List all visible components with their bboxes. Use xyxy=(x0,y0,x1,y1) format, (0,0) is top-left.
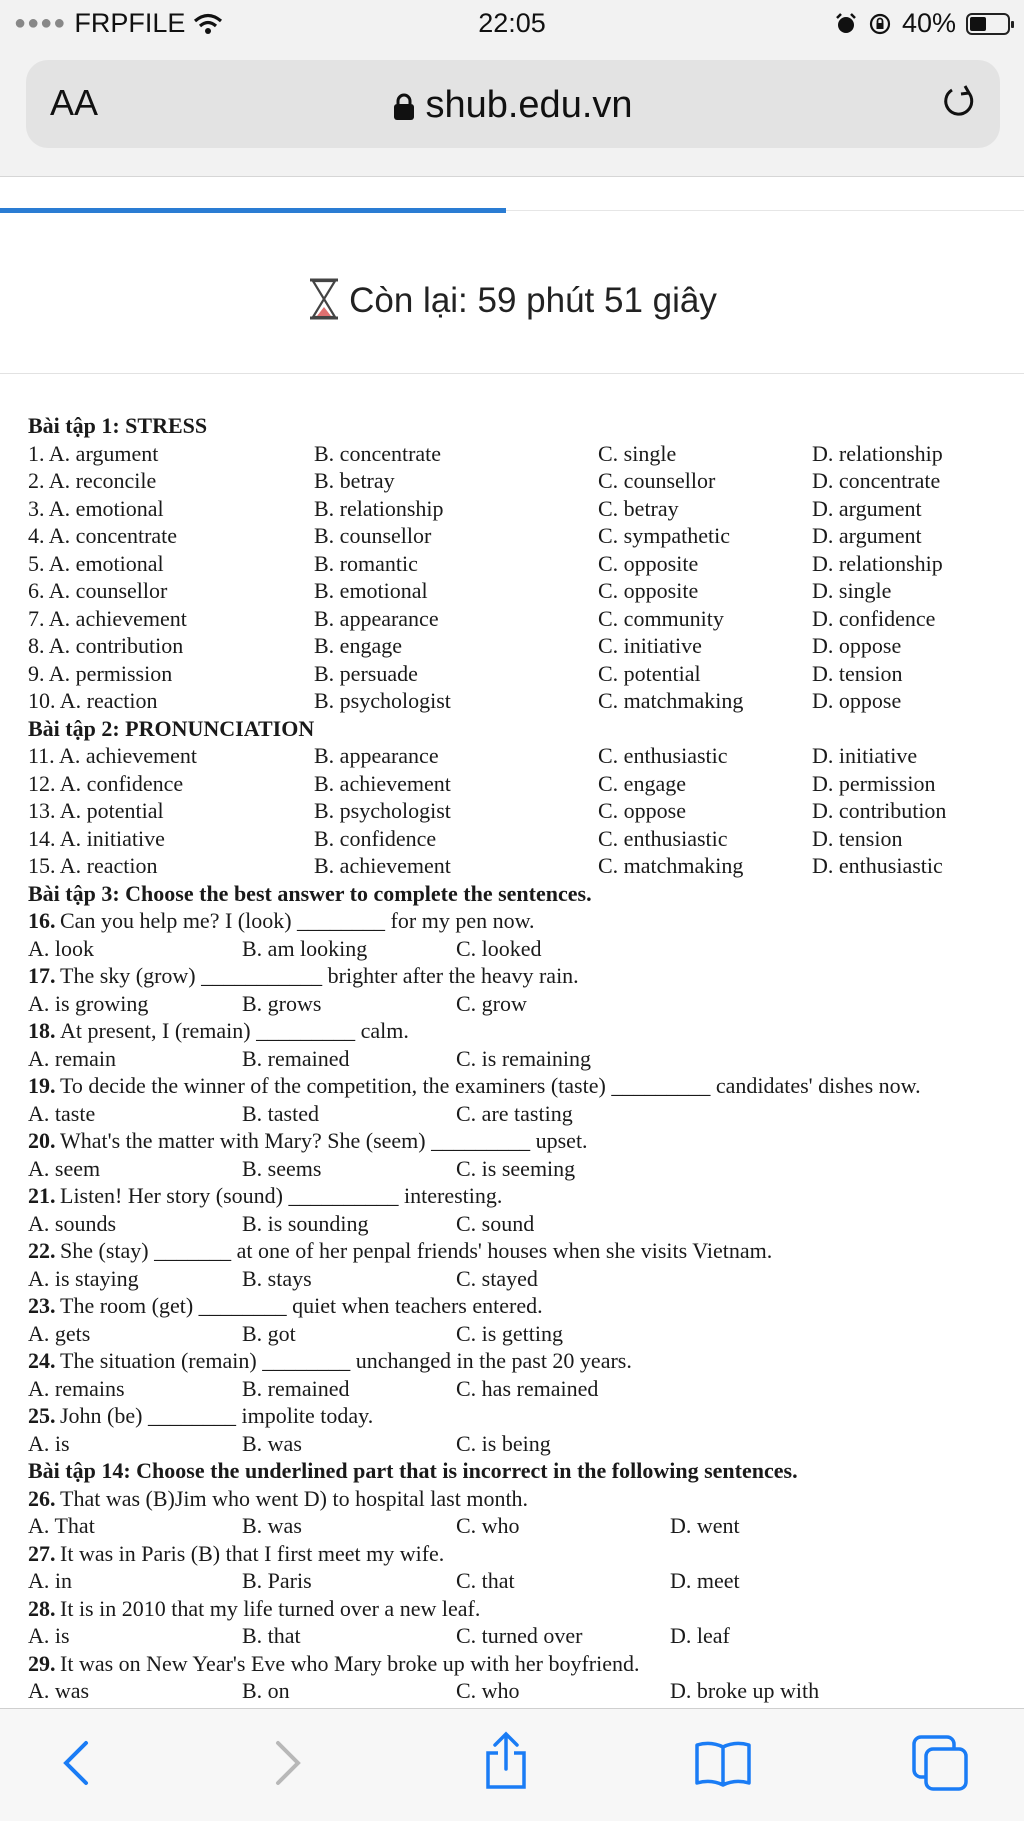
option-c: C. engage xyxy=(598,770,686,796)
option-d: D. permission xyxy=(812,770,936,796)
orientation-lock-icon xyxy=(868,12,892,36)
answer-row xyxy=(28,1512,1018,1540)
option-b: B. emotional xyxy=(314,578,428,603)
answer-option: B. tasted xyxy=(242,1100,319,1126)
countdown-timer xyxy=(0,278,1024,321)
question-row xyxy=(28,467,1018,495)
answer-option: A. sounds xyxy=(28,1210,117,1236)
option-a: 9. A. permission xyxy=(28,660,173,686)
status-right xyxy=(834,8,1010,39)
option-c: C. initiative xyxy=(598,633,702,658)
answer-option: C. looked xyxy=(456,935,542,961)
option-a: 12. A. confidence xyxy=(28,770,184,796)
answer-option: D. broke up with xyxy=(670,1678,820,1703)
option-c: C. potential xyxy=(598,660,701,686)
question-sentence: The situation (remain) ________ unchanged in the past 20 years. xyxy=(60,1348,632,1373)
question-text xyxy=(28,1182,1018,1210)
tabs-icon[interactable] xyxy=(910,1733,970,1791)
question-sentence: The sky (grow) ___________ brighter after the heavy rain. xyxy=(60,963,579,988)
question-number: 21. xyxy=(28,1183,56,1208)
option-a: 10. A. reaction xyxy=(28,688,158,713)
question-number: 29. xyxy=(28,1650,56,1676)
question-row xyxy=(28,852,1018,880)
option-d: D. confidence xyxy=(812,605,936,631)
answer-option: C. sound xyxy=(456,1210,535,1236)
answer-option: C. has remained xyxy=(456,1375,599,1401)
forward-icon[interactable] xyxy=(272,1739,306,1787)
option-b: B. achievement xyxy=(314,853,451,878)
question-row xyxy=(28,550,1018,578)
question-text xyxy=(28,1595,1018,1623)
answer-option: B. grows xyxy=(242,990,322,1016)
question-text xyxy=(28,1017,1018,1045)
browser-chrome xyxy=(0,50,1024,177)
option-c: C. community xyxy=(598,605,724,631)
answer-option: B. am looking xyxy=(242,935,368,961)
option-c: C. sympathetic xyxy=(598,523,730,548)
answer-option: B. got xyxy=(242,1320,296,1346)
option-b: B. engage xyxy=(314,633,402,658)
option-d: D. tension xyxy=(812,660,903,686)
answer-option: D. leaf xyxy=(670,1623,730,1648)
question-text xyxy=(28,1127,1018,1155)
option-c: C. counsellor xyxy=(598,468,716,493)
answer-option: A. in xyxy=(28,1568,72,1593)
answer-option: B. stays xyxy=(242,1265,312,1291)
option-a: 4. A. concentrate xyxy=(28,523,178,548)
status-bar xyxy=(0,0,1024,50)
question-row xyxy=(28,660,1018,688)
option-a: 11. A. achievement xyxy=(28,743,198,768)
answer-row xyxy=(28,1375,1018,1403)
question-number: 19. xyxy=(28,1073,56,1098)
answer-option: A. That xyxy=(28,1513,95,1538)
option-a: 7. A. achievement xyxy=(28,605,187,631)
question-row xyxy=(28,522,1018,550)
option-d: D. relationship xyxy=(812,550,943,576)
section-title: Bài tập 2: PRONUNCIATION xyxy=(28,715,315,741)
alarm-icon xyxy=(834,12,858,36)
countdown-text: Còn lại: 59 phút 51 giây xyxy=(349,281,717,320)
question-text xyxy=(28,1650,1018,1678)
option-a: 6. A. counsellor xyxy=(28,578,168,603)
share-icon[interactable] xyxy=(480,1731,532,1791)
reader-settings-button[interactable]: AA xyxy=(50,82,99,123)
reload-icon[interactable] xyxy=(938,82,978,122)
question-number: 22. xyxy=(28,1238,56,1263)
question-number: 24. xyxy=(28,1348,56,1373)
answer-row xyxy=(28,1320,1018,1348)
option-a: 8. A. contribution xyxy=(28,633,184,658)
option-d: D. relationship xyxy=(812,440,943,466)
question-row xyxy=(28,797,1018,825)
option-c: C. enthusiastic xyxy=(598,743,728,768)
option-b: B. psychologist xyxy=(314,798,451,823)
option-b: B. counsellor xyxy=(314,523,432,548)
option-b: B. romantic xyxy=(314,550,418,576)
page-progress-track xyxy=(506,210,1024,211)
answer-row xyxy=(28,935,1018,963)
question-number: 28. xyxy=(28,1595,56,1621)
question-sentence: That was (B)Jim who went D) to hospital last month. xyxy=(60,1485,529,1511)
answer-option: C. is being xyxy=(456,1430,551,1456)
url-text: shub.edu.vn xyxy=(425,84,633,126)
header-divider xyxy=(0,373,1024,374)
answer-option: A. taste xyxy=(28,1100,96,1126)
section-incorrect-part xyxy=(28,1485,1018,1705)
question-row xyxy=(28,605,1018,633)
answer-option: C. stayed xyxy=(456,1265,538,1291)
answer-option: B. was xyxy=(242,1513,302,1538)
option-c: C. enthusiastic xyxy=(598,825,728,851)
answer-row xyxy=(28,1430,1018,1458)
back-icon[interactable] xyxy=(58,1739,92,1787)
answer-option: C. grow xyxy=(456,990,527,1016)
answer-option: C. is getting xyxy=(456,1320,563,1346)
question-number: 20. xyxy=(28,1128,56,1153)
option-c: C. opposite xyxy=(598,550,699,576)
answer-row xyxy=(28,1677,1018,1705)
section-title: Bài tập 14: Choose the underlined part that is incorrect in the following sentences. xyxy=(28,1458,798,1483)
question-text xyxy=(28,1237,1018,1265)
answer-option: D. meet xyxy=(670,1568,740,1593)
bookmarks-icon[interactable] xyxy=(693,1739,753,1789)
answer-option: A. is xyxy=(28,1430,70,1456)
answer-option: C. who xyxy=(456,1513,520,1538)
option-a: 2. A. reconcile xyxy=(28,468,157,493)
question-row xyxy=(28,687,1018,715)
answer-row xyxy=(28,1045,1018,1073)
question-sentence: It was on New Year's Eve who Mary broke up with her boyfriend. xyxy=(60,1650,640,1676)
answer-option: C. turned over xyxy=(456,1623,583,1648)
option-d: D. argument xyxy=(812,495,922,521)
address-bar[interactable] xyxy=(26,60,1000,148)
question-sentence: What's the matter with Mary? She (seem) _________ upset. xyxy=(60,1128,588,1153)
answer-option: B. that xyxy=(242,1623,301,1648)
section-pronunciation xyxy=(28,742,1018,880)
url-display[interactable] xyxy=(26,84,1000,127)
answer-row xyxy=(28,1210,1018,1238)
option-b: B. appearance xyxy=(314,743,439,768)
exercise-document xyxy=(28,412,1018,1705)
option-b: B. psychologist xyxy=(314,688,451,713)
question-number: 26. xyxy=(28,1485,56,1511)
question-row xyxy=(28,632,1018,660)
answer-row xyxy=(28,1622,1018,1650)
question-text xyxy=(28,1402,1018,1430)
option-c: C. single xyxy=(598,440,677,466)
question-row xyxy=(28,440,1018,468)
option-a: 14. A. initiative xyxy=(28,825,165,851)
answer-option: A. is staying xyxy=(28,1265,139,1291)
answer-option: B. remained xyxy=(242,1375,350,1401)
option-d: D. initiative xyxy=(812,743,918,768)
carrier-name: FRPFILE xyxy=(74,8,186,38)
question-row xyxy=(28,495,1018,523)
option-a: 13. A. potential xyxy=(28,798,164,823)
question-number: 27. xyxy=(28,1540,56,1566)
option-d: D. single xyxy=(812,578,892,603)
answer-option: A. look xyxy=(28,935,94,961)
option-a: 1. A. argument xyxy=(28,440,159,466)
option-a: 3. A. emotional xyxy=(28,495,164,521)
question-sentence: It was in Paris (B) that I first meet my wife. xyxy=(60,1540,445,1566)
answer-row xyxy=(28,1155,1018,1183)
option-c: C. matchmaking xyxy=(598,853,744,878)
question-number: 17. xyxy=(28,963,56,988)
page-progress-bar xyxy=(0,208,506,213)
option-b: B. concentrate xyxy=(314,440,442,466)
option-a: 5. A. emotional xyxy=(28,550,164,576)
question-number: 16. xyxy=(28,908,56,933)
answer-option: B. Paris xyxy=(242,1568,312,1593)
question-sentence: The room (get) ________ quiet when teachers entered. xyxy=(60,1293,543,1318)
option-d: D. enthusiastic xyxy=(812,853,943,878)
answer-option: A. is xyxy=(28,1623,70,1648)
option-d: D. oppose xyxy=(812,688,902,713)
section-title: Bài tập 1: STRESS xyxy=(28,413,208,438)
answer-option: B. was xyxy=(242,1430,302,1456)
option-d: D. oppose xyxy=(812,633,902,658)
question-row xyxy=(28,825,1018,853)
answer-row xyxy=(28,990,1018,1018)
option-c: C. oppose xyxy=(598,798,686,823)
option-d: D. concentrate xyxy=(812,468,941,493)
lock-icon xyxy=(393,93,415,121)
question-row xyxy=(28,770,1018,798)
question-sentence: John (be) ________ impolite today. xyxy=(60,1403,374,1428)
question-text xyxy=(28,1485,1018,1513)
question-row xyxy=(28,742,1018,770)
question-text xyxy=(28,962,1018,990)
answer-option: C. that xyxy=(456,1568,515,1593)
option-d: D. argument xyxy=(812,523,922,548)
option-b: B. confidence xyxy=(314,825,437,851)
answer-option: A. is growing xyxy=(28,990,149,1016)
question-number: 23. xyxy=(28,1293,56,1318)
answer-option: D. went xyxy=(670,1513,740,1538)
option-b: B. achievement xyxy=(314,770,451,796)
question-sentence: She (stay) _______ at one of her penpal friends' houses when she visits Vietnam. xyxy=(60,1238,773,1263)
answer-option: C. who xyxy=(456,1678,520,1703)
question-row xyxy=(28,577,1018,605)
battery-icon xyxy=(966,13,1010,35)
question-text xyxy=(28,907,1018,935)
hourglass-icon xyxy=(307,278,341,320)
option-b: B. persuade xyxy=(314,660,418,686)
question-sentence: Can you help me? I (look) ________ for my pen now. xyxy=(60,908,535,933)
question-text xyxy=(28,1540,1018,1568)
question-sentence: Listen! Her story (sound) __________ interesting. xyxy=(60,1183,503,1208)
answer-option: A. was xyxy=(28,1678,90,1703)
answer-option: B. on xyxy=(242,1678,290,1703)
answer-row xyxy=(28,1265,1018,1293)
question-text xyxy=(28,1292,1018,1320)
answer-row xyxy=(28,1567,1018,1595)
option-c: C. opposite xyxy=(598,578,699,603)
option-c: C. betray xyxy=(598,495,679,521)
answer-option: A. remains xyxy=(28,1375,125,1401)
signal-dots-icon: ●●●● xyxy=(14,12,67,34)
answer-option: C. is seeming xyxy=(456,1155,576,1181)
section-title: Bài tập 3: Choose the best answer to complete the sentences. xyxy=(28,880,592,906)
question-sentence: It is in 2010 that my life turned over a new leaf. xyxy=(60,1595,481,1621)
question-number: 25. xyxy=(28,1403,56,1428)
answer-option: B. remained xyxy=(242,1045,350,1071)
option-c: C. matchmaking xyxy=(598,688,744,713)
question-text xyxy=(28,1347,1018,1375)
question-number: 18. xyxy=(28,1018,56,1043)
option-b: B. betray xyxy=(314,468,395,493)
answer-option: B. seems xyxy=(242,1155,322,1181)
battery-percent: 40% xyxy=(901,8,956,38)
answer-row xyxy=(28,1100,1018,1128)
answer-option: A. seem xyxy=(28,1155,101,1181)
answer-option: C. is remaining xyxy=(456,1045,592,1071)
question-text xyxy=(28,1072,1018,1100)
answer-option: A. remain xyxy=(28,1045,116,1071)
option-b: B. appearance xyxy=(314,605,439,631)
answer-option: B. is sounding xyxy=(242,1210,369,1236)
section-best-answer xyxy=(28,907,1018,1457)
answer-option: A. gets xyxy=(28,1320,91,1346)
section-stress xyxy=(28,440,1018,715)
option-d: D. tension xyxy=(812,825,903,851)
option-d: D. contribution xyxy=(812,798,947,823)
question-sentence: To decide the winner of the competition, the examiners (taste) _________ candidates' dishes now. xyxy=(60,1073,921,1098)
answer-option: C. are tasting xyxy=(456,1100,573,1126)
browser-toolbar xyxy=(0,1708,1024,1821)
clock: 22:05 xyxy=(478,8,546,38)
option-b: B. relationship xyxy=(314,495,444,521)
question-sentence: At present, I (remain) _________ calm. xyxy=(60,1018,409,1043)
option-a: 15. A. reaction xyxy=(28,853,158,878)
